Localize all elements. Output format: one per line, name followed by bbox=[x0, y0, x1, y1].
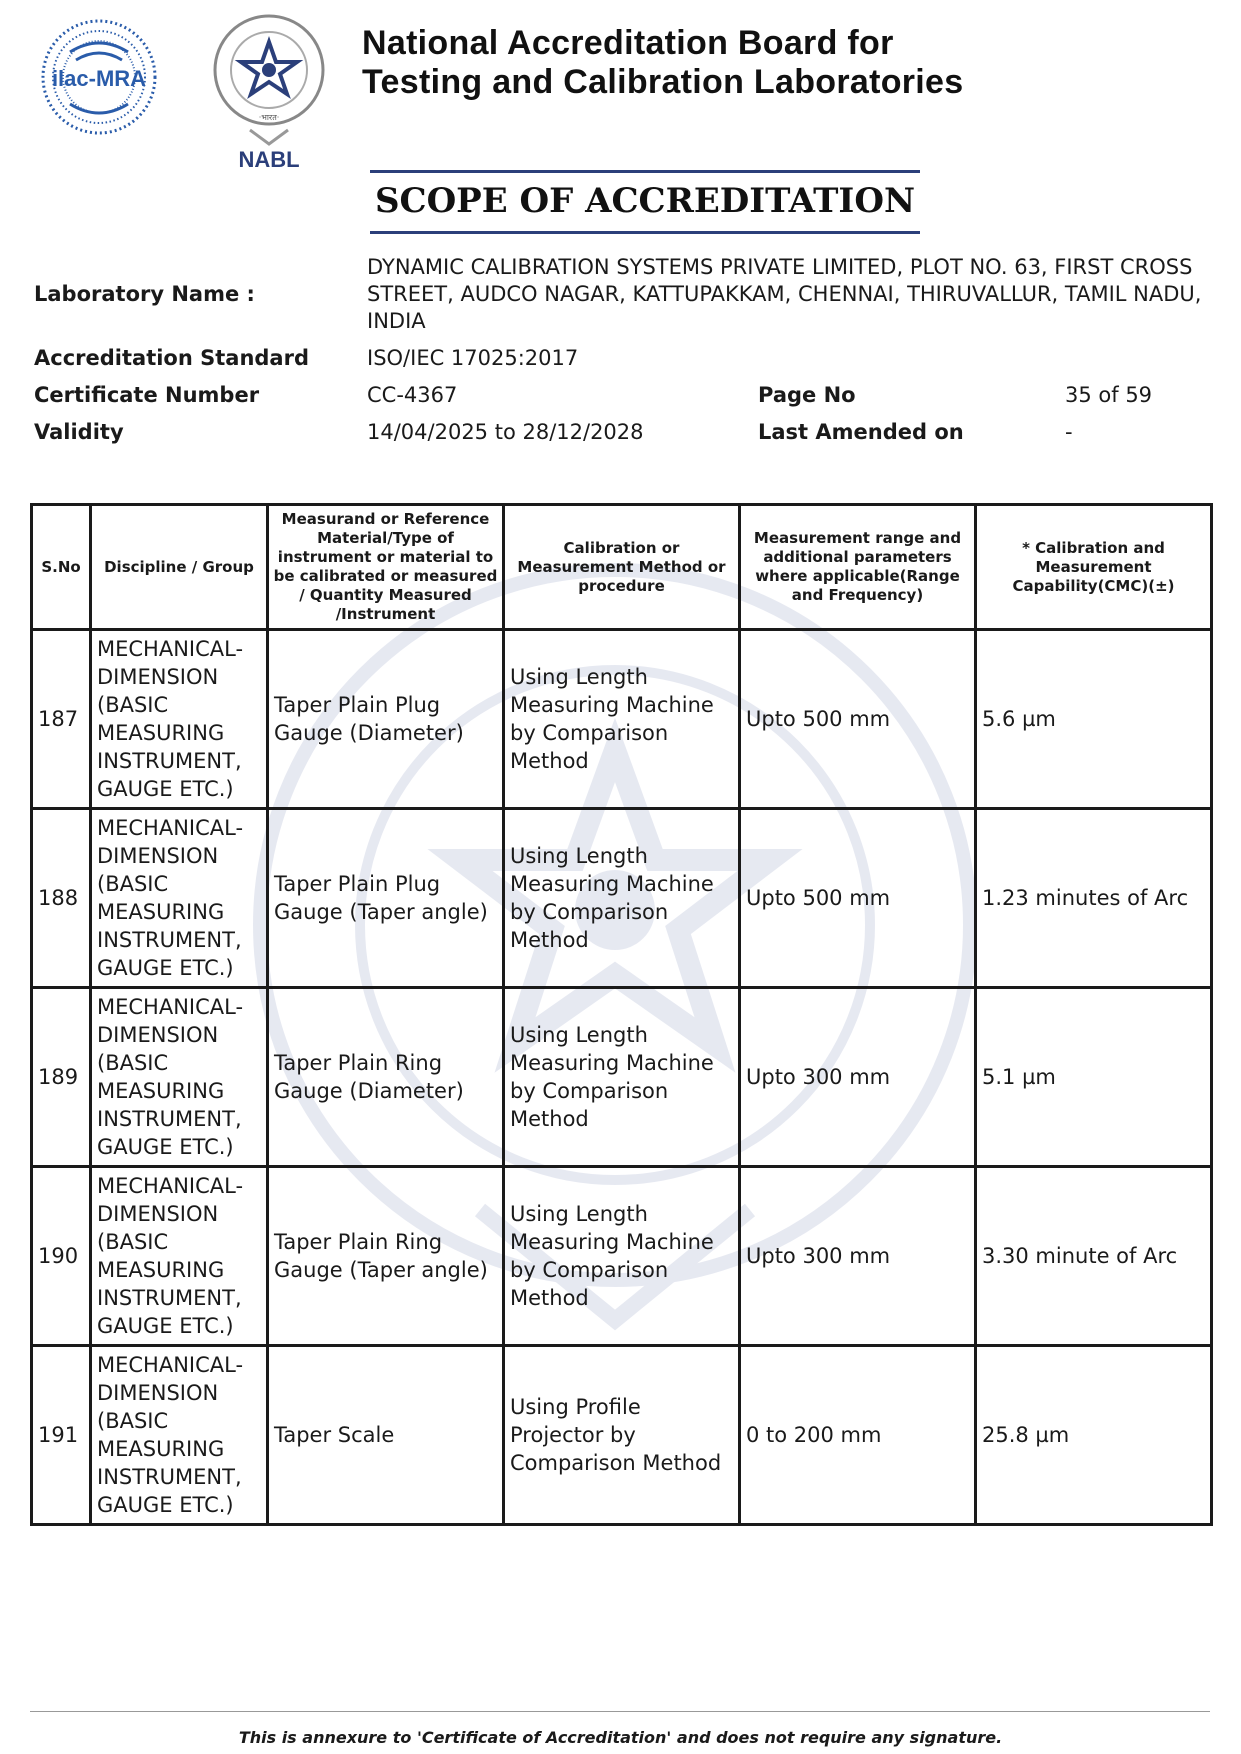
cell-cmc: 5.6 µm bbox=[976, 630, 1212, 809]
cell-discipline: MECHANICAL- DIMENSION (BASIC MEASURING INSTRUMENT, GAUGE ETC.) bbox=[91, 1346, 268, 1525]
svg-text:NABL: NABL bbox=[238, 147, 300, 172]
cell-range: Upto 300 mm bbox=[740, 1167, 976, 1346]
nabl-logo bbox=[210, 12, 328, 172]
table-row bbox=[32, 630, 1212, 809]
cell-measurand: Taper Scale bbox=[268, 1346, 504, 1525]
column-header-measurand: Measurand or Reference Material/Type of instrument or material to be calibrated or measured / Quantity Measured /Instrument bbox=[268, 505, 504, 630]
cell-method: Using Length Measuring Machine by Comparison Method bbox=[504, 809, 740, 988]
certificate-number-value: CC-4367 bbox=[367, 383, 458, 407]
certificate-number-label: Certificate Number bbox=[34, 383, 260, 407]
column-header-range: Measurement range and additional parameters where applicable(Range and Frequency) bbox=[740, 505, 976, 630]
table-row bbox=[32, 988, 1212, 1167]
cell-method: Using Length Measuring Machine by Comparison Method bbox=[504, 1167, 740, 1346]
cell-range: 0 to 200 mm bbox=[740, 1346, 976, 1525]
column-header-discipline: Discipline / Group bbox=[91, 505, 268, 630]
cell-measurand: Taper Plain Plug Gauge (Taper angle) bbox=[268, 809, 504, 988]
column-header-method: Calibration or Measurement Method or procedure bbox=[504, 505, 740, 630]
cell-cmc: 25.8 µm bbox=[976, 1346, 1212, 1525]
ilac-mra-logo bbox=[40, 12, 158, 142]
organization-title-line1: National Accreditation Board for bbox=[362, 24, 894, 62]
cell-range: Upto 500 mm bbox=[740, 809, 976, 988]
cell-method: Using Length Measuring Machine by Comparison Method bbox=[504, 630, 740, 809]
table-row bbox=[32, 809, 1212, 988]
svg-text:ilac-MRA: ilac-MRA bbox=[51, 66, 147, 91]
cell-cmc: 5.1 µm bbox=[976, 988, 1212, 1167]
table-row bbox=[32, 1346, 1212, 1525]
column-header-cmc: * Calibration and Measurement Capability(CMC)(±) bbox=[976, 505, 1212, 630]
laboratory-name-value: DYNAMIC CALIBRATION SYSTEMS PRIVATE LIMITED, PLOT NO. 63, FIRST CROSS STREET, AUDCO NAGAR, KATTUPAKKAM, CHENNAI, THIRUVALLUR, TAMIL NADU, INDIA bbox=[367, 255, 1202, 333]
cell-measurand: Taper Plain Ring Gauge (Diameter) bbox=[268, 988, 504, 1167]
page-number-label: Page No bbox=[758, 383, 856, 407]
table-header-row bbox=[32, 505, 1212, 630]
cell-method: Using Length Measuring Machine by Comparison Method bbox=[504, 988, 740, 1167]
validity-value: 14/04/2025 to 28/12/2028 bbox=[367, 420, 644, 444]
cell-discipline: MECHANICAL- DIMENSION (BASIC MEASURING INSTRUMENT, GAUGE ETC.) bbox=[91, 630, 268, 809]
cell-sno: 190 bbox=[32, 1167, 91, 1346]
organization-title bbox=[362, 24, 963, 102]
cell-sno: 187 bbox=[32, 630, 91, 809]
cell-cmc: 3.30 minute of Arc bbox=[976, 1167, 1212, 1346]
cell-measurand: Taper Plain Plug Gauge (Diameter) bbox=[268, 630, 504, 809]
last-amended-value: - bbox=[1065, 420, 1073, 444]
scope-table bbox=[30, 503, 1213, 1526]
cell-sno: 189 bbox=[32, 988, 91, 1167]
cell-discipline: MECHANICAL- DIMENSION (BASIC MEASURING INSTRUMENT, GAUGE ETC.) bbox=[91, 988, 268, 1167]
cell-discipline: MECHANICAL- DIMENSION (BASIC MEASURING INSTRUMENT, GAUGE ETC.) bbox=[91, 1167, 268, 1346]
last-amended-label: Last Amended on bbox=[758, 420, 964, 444]
accreditation-standard-label: Accreditation Standard bbox=[34, 346, 309, 370]
table-row bbox=[32, 1167, 1212, 1346]
document-title: SCOPE OF ACCREDITATION bbox=[370, 170, 920, 234]
cell-cmc: 1.23 minutes of Arc bbox=[976, 809, 1212, 988]
cell-measurand: Taper Plain Ring Gauge (Taper angle) bbox=[268, 1167, 504, 1346]
cell-range: Upto 300 mm bbox=[740, 988, 976, 1167]
organization-title-line2: Testing and Calibration Laboratories bbox=[362, 63, 964, 101]
page-number-value: 35 of 59 bbox=[1065, 383, 1153, 407]
validity-label: Validity bbox=[34, 420, 124, 444]
cell-range: Upto 500 mm bbox=[740, 630, 976, 809]
laboratory-name-label: Laboratory Name : bbox=[34, 282, 255, 306]
accreditation-standard-value: ISO/IEC 17025:2017 bbox=[367, 346, 579, 370]
footer-note: This is annexure to 'Certificate of Accreditation' and does not require any signature. bbox=[238, 1728, 1003, 1747]
column-header-sno: S.No bbox=[32, 505, 91, 630]
cell-sno: 188 bbox=[32, 809, 91, 988]
footer-divider bbox=[30, 1711, 1210, 1712]
cell-method: Using Profile Projector by Comparison Method bbox=[504, 1346, 740, 1525]
cell-discipline: MECHANICAL- DIMENSION (BASIC MEASURING INSTRUMENT, GAUGE ETC.) bbox=[91, 809, 268, 988]
cell-sno: 191 bbox=[32, 1346, 91, 1525]
svg-text:·भारत·: ·भारत· bbox=[258, 113, 280, 122]
